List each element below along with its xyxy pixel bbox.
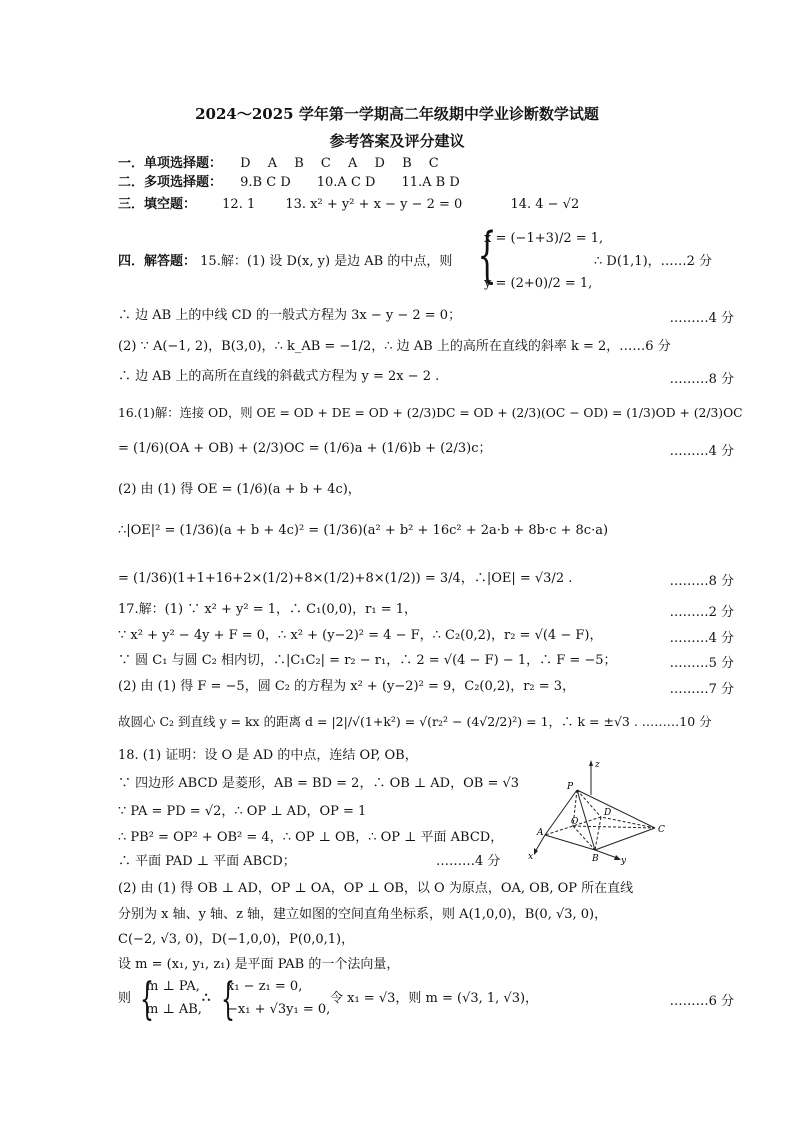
section-4-label: 四．解答题： <box>118 254 197 269</box>
q18-normal-vector: 令 x₁ = √3，则 m = (√3, 1, √3)， <box>330 991 539 1006</box>
y-axis-arrow <box>614 855 621 860</box>
q17-pts-7: ………7 分 <box>669 682 734 697</box>
x-axis-arrow <box>534 848 538 855</box>
q17-pts-5: ………5 分 <box>669 656 734 671</box>
q17-line-5: 故圆心 C₂ 到直线 y = kx 的距离 d = |2|/√(1+k²) = √(r₂² − (4√2/2)²) = 1，∴ k = ±√3 . ………10 分 <box>118 714 712 729</box>
q18-line-9: 设 m = (x₁, y₁, z₁) 是平面 PAB 的一个法向量， <box>118 957 400 972</box>
brace-q15: { <box>477 220 497 290</box>
q18-pts-6: ………6 分 <box>669 994 734 1009</box>
label-y: y <box>621 856 627 866</box>
doc-title: 2024～2025 学年第一学期高二年级期中学业诊断数学试题 <box>195 105 599 123</box>
brace-left: { <box>140 974 154 1025</box>
section-2-label: 二．多项选择题： <box>118 175 223 190</box>
doc-subtitle: 参考答案及评分建议 <box>329 132 465 150</box>
answer-13: 13. x² + y² + x − y − 2 = 0 <box>285 197 463 212</box>
section-2 <box>118 174 460 192</box>
q18-pts-4: ………4 分 <box>436 854 501 869</box>
q18-line-7: 分别为 x 轴、y 轴、z 轴，建立如图的空间直角坐标系，则 A(1,0,0)，B(0, √3, 0)， <box>118 907 608 922</box>
section-2-answers: 9.B C D 10.A C D 11.A B D <box>240 175 460 190</box>
q18-eq-2: −x₁ + √3y₁ = 0, <box>227 1002 331 1017</box>
section-1-answers: D A B C A D B C <box>240 156 439 171</box>
q16-line-5: = (1/36)(1+1+16+2×(1/2)+8×(1/2)+8×(1/2)) = 3/4，∴|OE| = √3/2 . <box>118 571 573 586</box>
segment-oc <box>573 826 655 828</box>
q15-line-2: ∴ 边 AB 上的中线 CD 的一般式方程为 3x − y − 2 = 0； <box>118 308 462 323</box>
q18-line-1: 18. (1) 证明：设 O 是 AD 的中点，连结 OP, OB， <box>118 748 418 763</box>
pyramid-figure <box>525 755 685 870</box>
q15-line-4: ∴ 边 AB 上的高所在直线的斜截式方程为 y = 2x − 2 . <box>118 369 440 384</box>
edge-pa <box>545 790 577 835</box>
label-o: O <box>571 817 579 827</box>
q16-pts-4: ………4 分 <box>669 444 734 459</box>
q18-line-6: (2) 由 (1) 得 OB ⊥ AD，OP ⊥ OA，OP ⊥ OB，以 O 为原点，OA, OB, OP 所在直线 <box>118 881 634 896</box>
answer-12: 12. 1 <box>222 197 256 212</box>
q18-line-4: ∴ PB² = OP² + OB² = 4，∴ OP ⊥ OB，∴ OP ⊥ 平面 ABCD， <box>118 830 504 845</box>
section-3 <box>118 196 579 214</box>
q18-therefore: ∴ <box>202 991 211 1006</box>
q18-line-10 <box>118 990 131 1008</box>
q16-line-3: (2) 由 (1) 得 OE = (1/6)(a + b + 4c)， <box>118 482 361 497</box>
q18-line-2: ∵ 四边形 ABCD 是菱形，AB = BD = 2，∴ OB ⊥ AD，OB = √3 <box>118 776 520 791</box>
q18-line-3: ∵ PA = PD = √2，∴ OP ⊥ AD，OP = 1 <box>118 804 367 819</box>
q18-cond-1: m ⊥ PA, <box>146 979 200 994</box>
answer-14: 14. 4 − √2 <box>510 197 580 212</box>
q15-line-1 <box>118 253 452 271</box>
q16-line-2: = (1/6)(OA + OB) + (2/3)OC = (1/6)a + (1/6)b + (2/3)c； <box>118 441 492 456</box>
edge-pb <box>577 790 595 850</box>
label-d: D <box>604 808 612 818</box>
edge-pc <box>577 790 655 828</box>
q15-midpoint: ∴ D(1,1)，……2 分 <box>594 254 713 269</box>
q15-pts-8: ………8 分 <box>669 372 734 387</box>
q15-pts-4: ………4 分 <box>669 311 734 326</box>
section-1 <box>118 155 439 173</box>
q17-pts-4: ………4 分 <box>669 631 734 646</box>
label-x: x <box>528 852 534 862</box>
q17-line-3: ∵ 圆 C₁ 与圆 C₂ 相内切，∴|C₁C₂| = r₂ − r₁，∴ 2 = √(4 − F) − 1，∴ F = −5； <box>118 653 617 668</box>
q18-then: 则 <box>118 991 132 1006</box>
q15-line-3: (2) ∵ A(−1, 2)，B(3,0)，∴ k_AB = −1/2，∴ 边 AB 上的高所在直线的斜率 k = 2，……6 分 <box>118 339 671 354</box>
label-c: C <box>658 825 665 835</box>
z-axis-arrow <box>589 760 593 766</box>
q15-x-eq: x = (−1+3)/2 = 1, <box>484 231 604 246</box>
q18-line-8: C(−2, √3, 0)，D(−1,0,0)，P(0,0,1)， <box>118 932 355 947</box>
q16-line-4: ∴|OE|² = (1/36)(a + b + 4c)² = (1/36)(a² + b² + 16c² + 2a·b + 8b·c + 8c·a) <box>118 523 609 538</box>
label-a: A <box>537 828 544 838</box>
brace-right: { <box>221 974 235 1025</box>
q18-eq-1: x₁ − z₁ = 0, <box>227 979 303 994</box>
q17-line-4: (2) 由 (1) 得 F = −5，圆 C₂ 的方程为 x² + (y−2)² = 9，C₂(0,2)，r₂ = 3， <box>118 679 576 694</box>
q18-line-5: ∴ 平面 PAD ⊥ 平面 ABCD； <box>118 854 296 869</box>
section-3-label: 三．填空题： <box>118 197 197 212</box>
label-b: B <box>592 854 599 864</box>
q16-line-1: 16.(1)解：连接 OD，则 OE = OD + DE = OD + (2/3)DC = OD + (2/3)(OC − OD) = (1/3)OD + (2/3)OC <box>118 406 743 420</box>
q15-y-eq: y = (2+0)/2 = 1, <box>484 276 593 291</box>
q17-pts-2: ………2 分 <box>669 605 734 620</box>
label-z: z <box>595 760 600 770</box>
q17-line-2: ∵ x² + y² − 4y + F = 0，∴ x² + (y−2)² = 4 − F，∴ C₂(0,2)，r₂ = √(4 − F)， <box>118 628 603 643</box>
section-1-label: 一．单项选择题： <box>118 156 223 171</box>
q15-intro: 15.解：(1) 设 D(x, y) 是边 AB 的中点，则 <box>200 254 453 269</box>
q16-pts-8: ………8 分 <box>669 574 734 589</box>
edge-cd <box>601 817 655 828</box>
q17-line-1: 17.解：(1) ∵ x² + y² = 1，∴ C₁(0,0)，r₁ = 1， <box>118 602 418 617</box>
label-p: P <box>567 782 574 792</box>
edge-bc <box>595 828 655 850</box>
segment-db <box>595 817 601 850</box>
q18-cond-2: m ⊥ AB, <box>146 1002 202 1017</box>
